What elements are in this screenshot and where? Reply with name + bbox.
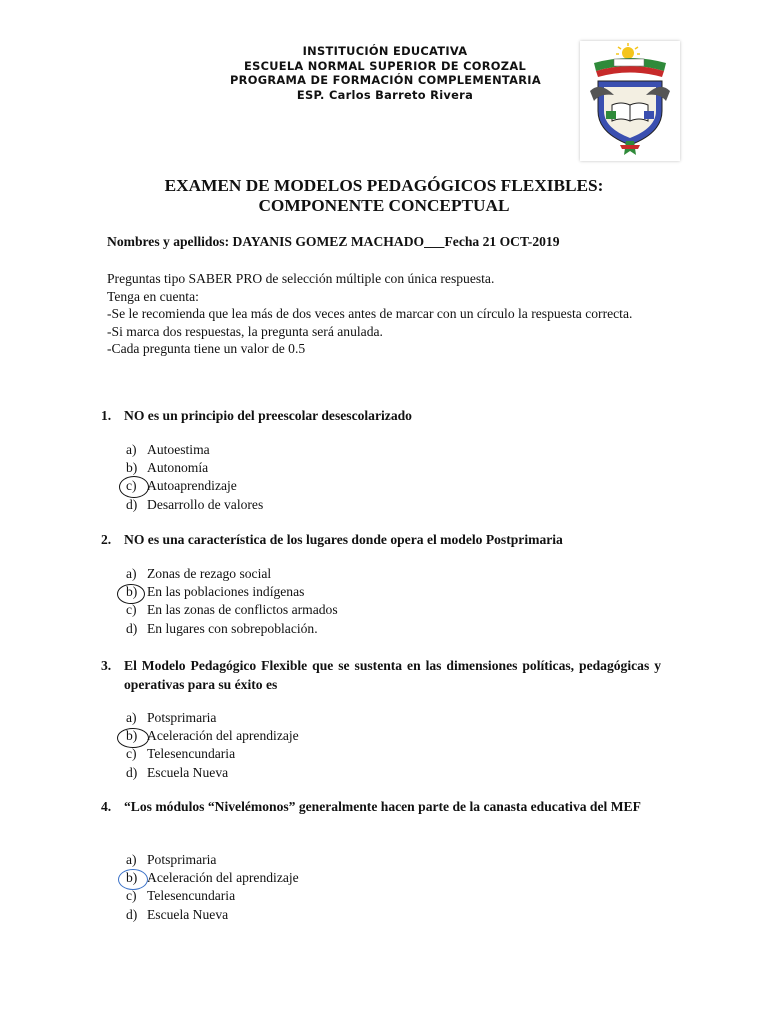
option-letter: d) [126, 496, 138, 512]
option-text: Aceleración del aprendizaje [147, 870, 299, 886]
option-letter: c) [126, 746, 137, 762]
option-letter: d) [126, 906, 138, 922]
option-text: Autonomía [147, 460, 209, 476]
answer-option[interactable] [126, 869, 299, 887]
school-crest-icon [580, 41, 680, 161]
option-letter: d) [126, 620, 138, 636]
question-4 [101, 797, 661, 816]
question-3-options [126, 709, 299, 782]
option-text: En las zonas de conflictos armados [147, 602, 338, 618]
question-text: “Los módulos “Nivelémonos” generalmente hacen parte de la canasta educativa del MEF [124, 799, 641, 814]
option-text: Potsprimaria [147, 710, 217, 725]
answer-option[interactable] [126, 727, 299, 745]
option-text: Telesencundaria [147, 888, 236, 904]
answer-option[interactable] [126, 709, 299, 727]
instruction-line: -Se le recomienda que lea más de dos veces antes de marcar con un círculo la respuesta correcta. [107, 306, 633, 321]
answer-option[interactable] [126, 601, 338, 619]
option-text: En lugares con sobrepoblación. [147, 620, 318, 636]
option-letter: c) [126, 602, 137, 618]
option-text: Autoestima [147, 442, 210, 457]
question-1-options [126, 441, 263, 514]
question-text: NO es una característica de los lugares donde opera el modelo Postprimaria [124, 532, 563, 547]
option-letter: c) [126, 888, 137, 904]
option-text: Telesencundaria [147, 746, 236, 762]
instruction-line: -Cada pregunta tiene un valor de 0.5 [107, 341, 306, 356]
question-number: 3. [101, 658, 112, 673]
instruction-line: -Si marca dos respuestas, la pregunta será anulada. [107, 323, 383, 339]
answer-option[interactable] [126, 906, 299, 924]
option-letter: a) [126, 710, 137, 725]
option-letter: a) [126, 852, 137, 867]
option-text: En las poblaciones indígenas [147, 584, 305, 600]
instructions [107, 270, 660, 358]
answer-option[interactable] [126, 441, 263, 459]
question-number: 1. [101, 408, 112, 423]
question-3 [101, 656, 661, 694]
answer-option[interactable] [126, 477, 263, 495]
option-letter: b) [126, 584, 138, 600]
institution-line: INSTITUCIÓN EDUCATIVA [302, 44, 468, 58]
question-1 [101, 406, 661, 425]
option-text: Desarrollo de valores [147, 496, 264, 512]
question-4-options [126, 851, 299, 924]
instruction-line: Tenga en cuenta: [107, 288, 199, 304]
institution-line: ESCUELA NORMAL SUPERIOR DE COROZAL [243, 58, 527, 73]
question-text: NO es un principio del preescolar desescolarizado [124, 408, 412, 423]
answer-option[interactable] [126, 745, 299, 763]
question-2-options [126, 565, 338, 638]
option-text: Potsprimaria [147, 852, 217, 867]
answer-option[interactable] [126, 620, 338, 638]
option-letter: a) [126, 442, 137, 457]
question-text: El Modelo Pedagógico Flexible que se sustenta en las dimensiones políticas, pedagógicas y operativas para su éxito es [124, 658, 661, 692]
option-text: Aceleración del aprendizaje [147, 728, 299, 744]
answer-option[interactable] [126, 583, 338, 601]
option-letter: b) [126, 460, 138, 476]
answer-option[interactable] [126, 565, 338, 583]
option-letter: c) [126, 478, 137, 494]
answer-option[interactable] [126, 459, 263, 477]
question-2 [101, 530, 661, 549]
option-text: Escuela Nueva [147, 764, 229, 780]
option-text: Autoaprendizaje [147, 478, 237, 494]
exam-title-line: COMPONENTE CONCEPTUAL [258, 196, 510, 215]
option-letter: b) [126, 870, 138, 886]
school-logo [580, 41, 680, 161]
answer-option[interactable] [126, 851, 299, 869]
student-name-date: Nombres y apellidos: DAYANIS GOMEZ MACHADO___Fecha 21 OCT-2019 [107, 234, 560, 249]
exam-title-line: EXAMEN DE MODELOS PEDAGÓGICOS FLEXIBLES: [164, 176, 604, 195]
option-letter: a) [126, 566, 137, 581]
option-text: Escuela Nueva [147, 906, 229, 922]
institution-line: ESP. Carlos Barreto Rivera [296, 87, 474, 102]
answer-option[interactable] [126, 764, 299, 782]
option-text: Zonas de rezago social [147, 566, 272, 581]
question-number: 4. [101, 799, 112, 814]
institution-header [230, 44, 540, 102]
question-number: 2. [101, 532, 112, 547]
option-letter: d) [126, 764, 138, 780]
option-letter: b) [126, 728, 138, 744]
answer-option[interactable] [126, 887, 299, 905]
exam-title [100, 176, 668, 216]
answer-option[interactable] [126, 496, 263, 514]
institution-line: PROGRAMA DE FORMACIÓN COMPLEMENTARIA [230, 73, 541, 88]
instruction-line: Preguntas tipo SABER PRO de selección múltiple con única respuesta. [107, 271, 495, 286]
